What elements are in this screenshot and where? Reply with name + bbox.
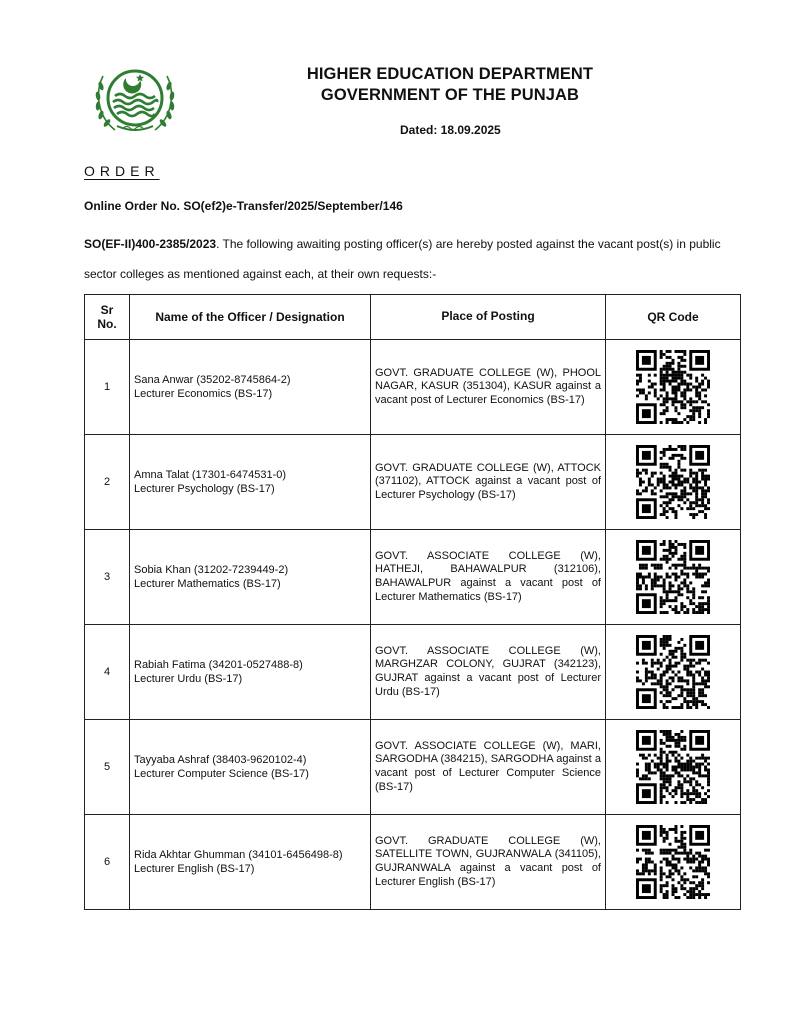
officer-name: Sana Anwar (35202-8745864-2) — [134, 374, 291, 386]
officer-designation: Lecturer Computer Science (BS-17) — [134, 768, 309, 780]
row-place-of-posting: GOVT. GRADUATE COLLEGE (W), SATELLITE TOWN, GUJRANWALA (341105), GUJRANWALA against a vacant post of Lecturer English (BS-17) — [371, 815, 606, 910]
row-sr-no: 3 — [85, 530, 130, 625]
table-row — [85, 815, 741, 910]
row-place-of-posting: GOVT. GRADUATE COLLEGE (W), ATTOCK (371102), ATTOCK against a vacant post of Lecturer Psychology (BS-17) — [371, 435, 606, 530]
row-sr-no: 5 — [85, 720, 130, 815]
order-date: Dated: 18.09.2025 — [400, 123, 501, 137]
qr-code-icon[interactable] — [636, 635, 710, 709]
table-row — [85, 625, 741, 720]
online-order-number: Online Order No. SO(ef2)e-Transfer/2025/September/146 — [84, 199, 403, 213]
posting-table — [84, 294, 741, 910]
officer-name: Tayyaba Ashraf (38403-9620102-4) — [134, 754, 307, 766]
row-sr-no: 2 — [85, 435, 130, 530]
order-reference: SO(EF-II)400-2385/2023 — [84, 237, 217, 251]
order-heading: ORDER — [84, 163, 160, 179]
header-sr-no-label: Sr No. — [97, 303, 117, 331]
row-qr — [606, 720, 741, 815]
officer-designation: Lecturer English (BS-17) — [134, 863, 255, 875]
row-qr — [606, 435, 741, 530]
row-sr-no: 6 — [85, 815, 130, 910]
row-officer — [130, 720, 371, 815]
qr-code-icon[interactable] — [636, 540, 710, 614]
officer-designation: Lecturer Economics (BS-17) — [134, 388, 273, 400]
qr-code-icon[interactable] — [636, 350, 710, 424]
row-officer — [130, 340, 371, 435]
row-officer — [130, 815, 371, 910]
department-name: HIGHER EDUCATION DEPARTMENT — [306, 65, 594, 83]
row-place-of-posting: GOVT. ASSOCIATE COLLEGE (W), MARGHZAR COLONY, GUJRAT (342123), GUJRAT against a vacant post of Lecturer Urdu (BS-17) — [371, 625, 606, 720]
row-qr — [606, 530, 741, 625]
officer-name: Rida Akhtar Ghumman (34101-6456498-8) — [134, 849, 343, 861]
row-qr — [606, 625, 741, 720]
government-name: GOVERNMENT OF THE PUNJAB — [320, 86, 580, 104]
row-officer — [130, 435, 371, 530]
officer-name: Rabiah Fatima (34201-0527488-8) — [134, 659, 303, 671]
row-sr-no: 4 — [85, 625, 130, 720]
letterhead — [250, 64, 650, 106]
row-qr — [606, 815, 741, 910]
row-place-of-posting: GOVT. GRADUATE COLLEGE (W), PHOOL NAGAR, KASUR (351304), KASUR against a vacant post of Lecturer Economics (BS-17) — [371, 340, 606, 435]
officer-name: Amna Talat (17301-6474531-0) — [134, 469, 287, 481]
table-row — [85, 720, 741, 815]
punjab-emblem-icon — [93, 64, 177, 140]
table-row — [85, 530, 741, 625]
row-sr-no: 1 — [85, 340, 130, 435]
officer-designation: Lecturer Mathematics (BS-17) — [134, 578, 281, 590]
row-officer — [130, 530, 371, 625]
row-qr — [606, 340, 741, 435]
table-row — [85, 340, 741, 435]
row-place-of-posting: GOVT. ASSOCIATE COLLEGE (W), HATHEJI, BAHAWALPUR (312106), BAHAWALPUR against a vacant post of Lecturer Mathematics (BS-17) — [371, 530, 606, 625]
header-officer-name: Name of the Officer / Designation — [130, 295, 371, 340]
header-sr-no — [85, 295, 130, 340]
qr-code-icon[interactable] — [636, 730, 710, 804]
officer-designation: Lecturer Urdu (BS-17) — [134, 673, 243, 685]
row-place-of-posting: GOVT. ASSOCIATE COLLEGE (W), MARI, SARGODHA (384215), SARGODHA against a vacant post of Lecturer Computer Science (BS-17) — [371, 720, 606, 815]
row-officer — [130, 625, 371, 720]
officer-designation: Lecturer Psychology (BS-17) — [134, 483, 275, 495]
qr-code-icon[interactable] — [636, 825, 710, 899]
officer-name: Sobia Khan (31202-7239449-2) — [134, 564, 289, 576]
order-body-text — [84, 229, 724, 289]
order-description: . The following awaiting posting officer(s) are hereby posted against the vacant post(s) in public sector colleges as mentioned against each, at their own requests:- — [84, 237, 721, 281]
header-qr-code: QR Code — [606, 295, 741, 340]
header-place-of-posting: Place of Posting — [371, 295, 606, 340]
table-header-row — [85, 295, 741, 340]
qr-code-icon[interactable] — [636, 445, 710, 519]
table-row — [85, 435, 741, 530]
